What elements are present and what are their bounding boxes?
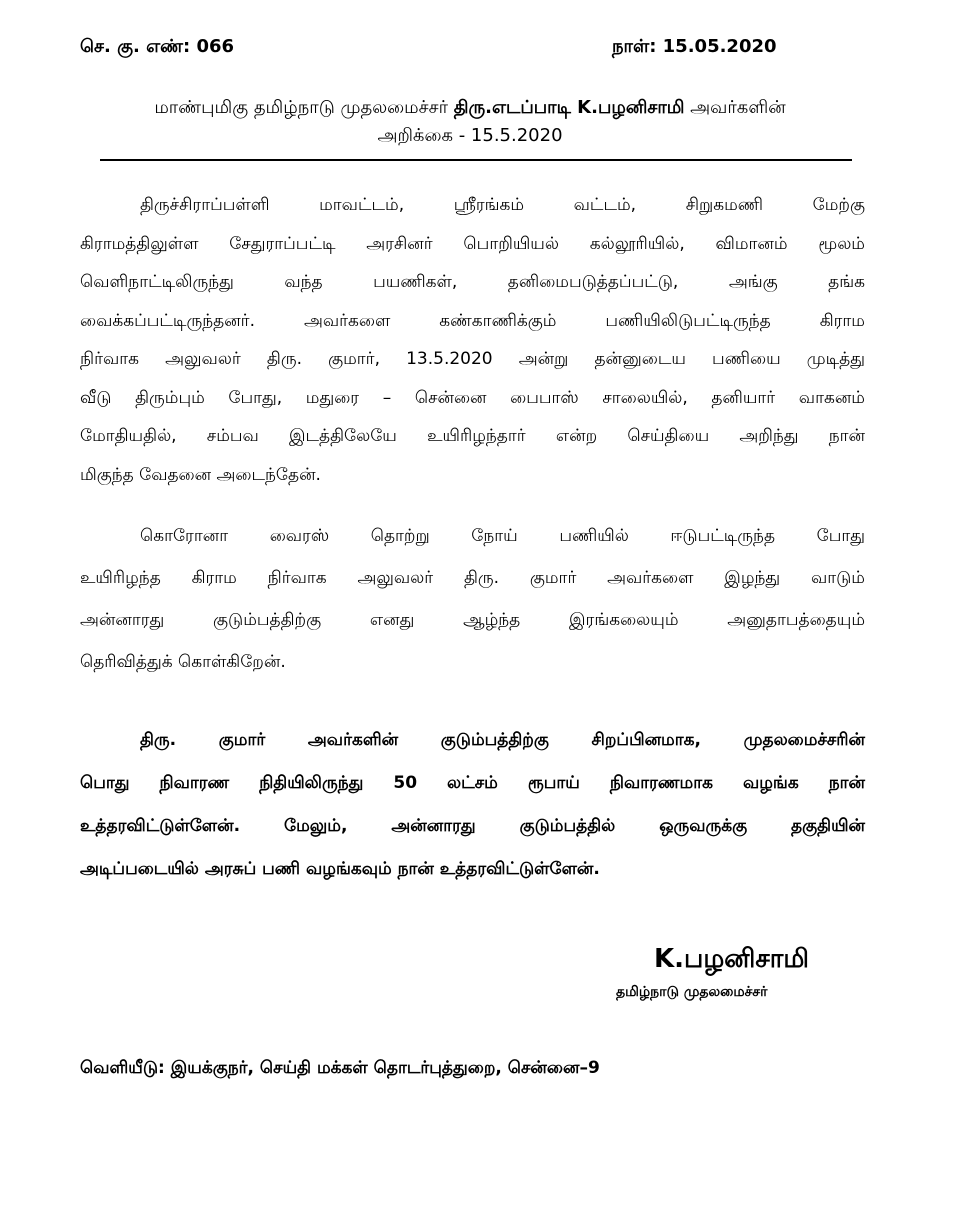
paragraph-line: அடிப்படையில் அரசுப் பணி வழங்கவும் நான் உத்தரவிட்டுள்ளேன். bbox=[80, 859, 600, 879]
paragraph-line: அன்னாரது குடும்பத்திற்கு எனது ஆழ்ந்த இரங்கலையும் அனுதாபத்தையும் bbox=[80, 610, 865, 630]
paragraph-3 bbox=[80, 719, 865, 891]
paragraph-1 bbox=[80, 186, 865, 494]
paragraph-line: மிகுந்த வேதனை அடைந்தேன். bbox=[80, 464, 321, 485]
paragraph-line: திரு. குமார் அவர்களின் குடும்பத்திற்கு சிறப்பினமாக, முதலமைச்சரின் bbox=[140, 730, 865, 750]
signatory-designation: தமிழ்நாடு முதலமைச்சர் bbox=[616, 984, 768, 1000]
title-underline bbox=[100, 159, 852, 161]
paragraph-line: வைக்கப்பட்டிருந்தனர். அவர்களை கண்காணிக்கும் பணியிலிடுபட்டிருந்த கிராம bbox=[80, 310, 865, 331]
statement-title bbox=[80, 94, 860, 150]
paragraph-line: நிர்வாக அலுவலர் திரு. குமார், 13.5.2020 அன்று தன்னுடைய பணியை முடித்து bbox=[80, 349, 865, 369]
paragraph-line: வீடு திரும்பும் போது, மதுரை – சென்னை பைபாஸ் சாலையில், தனியார் வாகனம் bbox=[80, 387, 865, 408]
chief-minister-name: திரு.எடப்பாடி K.பழனிசாமி bbox=[453, 97, 685, 118]
paragraph-line: தெரிவித்துக் கொள்கிறேன். bbox=[80, 652, 286, 672]
release-date: நாள்: 15.05.2020 bbox=[612, 36, 777, 57]
paragraph-line: பொது நிவாரண நிதியிலிருந்து 50 லட்சம் ரூபாய் நிவாரணமாக வழங்க நான் bbox=[80, 773, 865, 793]
paragraph-line: உயிரிழந்த கிராம நிர்வாக அலுவலர் திரு. குமார் அவர்களை இழந்து வாடும் bbox=[80, 568, 865, 588]
title-suffix: அவர்களின் bbox=[684, 97, 786, 118]
paragraph-line: மோதியதில், சம்பவ இடத்திலேயே உயிரிழந்தார் என்ற செய்தியை அறிந்து நான் bbox=[80, 426, 865, 446]
title-prefix: மாண்புமிகு தமிழ்நாடு முதலமைச்சர் bbox=[154, 97, 454, 118]
signatory-name: K.பழனிசாமி bbox=[654, 944, 809, 974]
title-line-1 bbox=[80, 94, 860, 122]
paragraph-line: கொரோனா வைரஸ் தொற்று நோய் பணியில் ஈடுபட்டிருந்த போது bbox=[140, 526, 865, 546]
paragraph-line: கிராமத்திலுள்ள சேதுராப்பட்டி அரசினர் பொறியியல் கல்லூரியில், விமானம் மூலம் bbox=[80, 233, 865, 254]
paragraph-2 bbox=[80, 515, 865, 683]
paragraph-line: வெளிநாட்டிலிருந்து வந்த பயணிகள், தனிமைபடுத்தப்பட்டு, அங்கு தங்க bbox=[80, 272, 865, 292]
release-footer: வெளியீடு: இயக்குநர், செய்தி மக்கள் தொடர்புத்துறை, சென்னை–9 bbox=[80, 1058, 600, 1078]
title-line-2: அறிக்கை - 15.5.2020 bbox=[377, 125, 563, 146]
reference-number: செ. கு. எண்: 066 bbox=[80, 36, 235, 57]
paragraph-line: உத்தரவிட்டுள்ளேன். மேலும், அன்னாரது குடும்பத்தில் ஒருவருக்கு தகுதியின் bbox=[80, 816, 865, 836]
paragraph-line: திருச்சிராப்பள்ளி மாவட்டம், ஸ்ரீரங்கம் வட்டம், சிறுகமணி மேற்கு bbox=[140, 195, 865, 215]
